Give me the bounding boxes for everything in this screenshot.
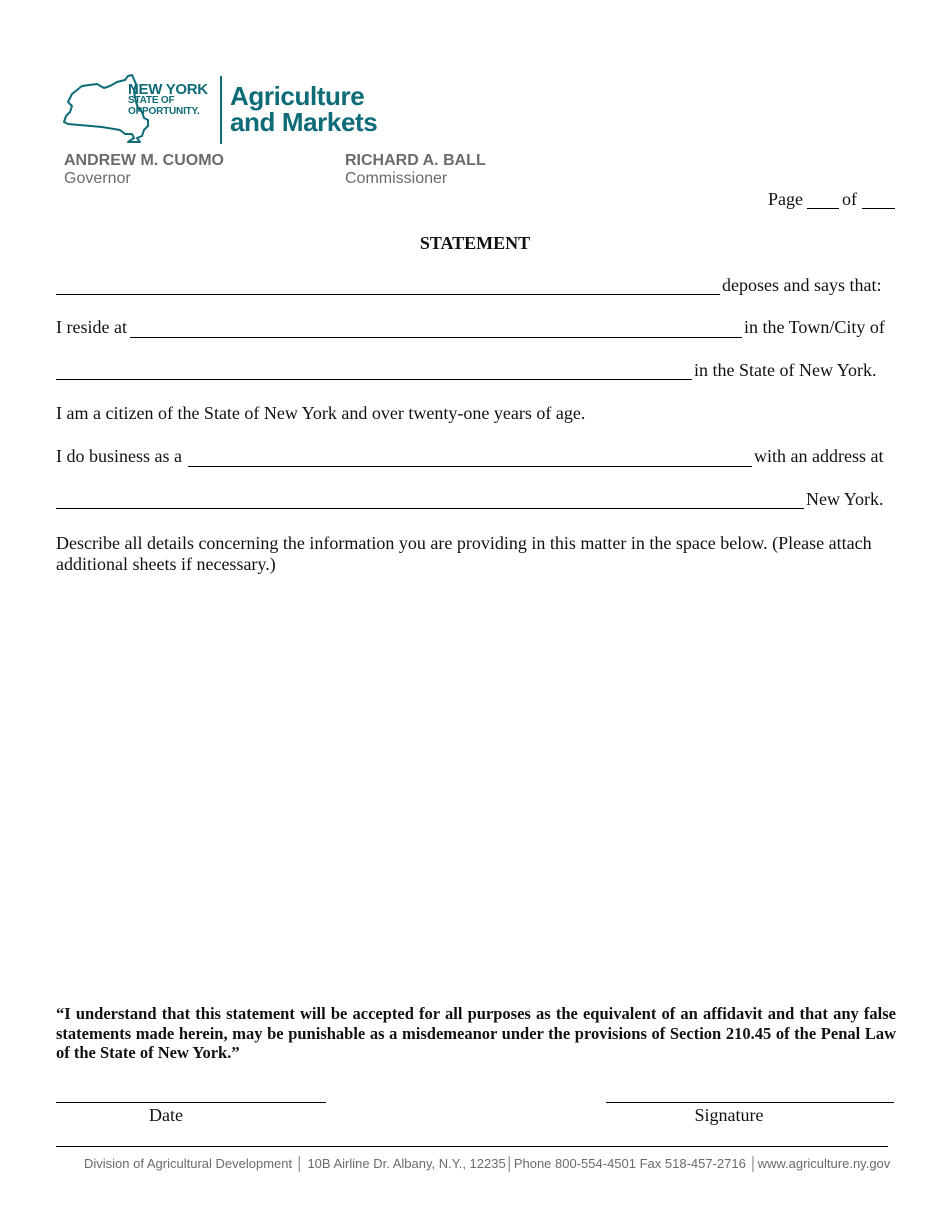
affirmation-text: “I understand that this statement will be accepted for all purposes as the equivalent of an affidavit and that any false statements made herein, may be punishable as a misdemeanor under the provisions of Section 210.45 of the Penal Law of the State of New York.” <box>56 1004 896 1062</box>
logo-line2: STATE OF <box>128 95 175 106</box>
deponent-name-field[interactable] <box>56 294 720 295</box>
statement-details-area[interactable] <box>56 585 896 990</box>
citizen-statement: I am a citizen of the State of New York and over twenty-one years of age. <box>56 403 586 423</box>
footer-divider <box>56 1146 888 1147</box>
business-address-field[interactable] <box>56 508 804 509</box>
business-label: I do business as a <box>56 446 182 466</box>
agency-line2: and Markets <box>230 107 378 137</box>
date-field[interactable] <box>56 1102 326 1103</box>
governor-name: ANDREW M. CUOMO <box>64 152 224 169</box>
reside-label: I reside at <box>56 317 127 337</box>
town-city-field[interactable] <box>56 379 692 380</box>
footer-contact: Division of Agricultural Development │ 10B Airline Dr. Albany, N.Y., 12235│Phone 800-554-4501 Fax 518-457-2716 │www.agriculture.ny.gov <box>84 1156 891 1171</box>
new-york-label: New York. <box>806 489 884 509</box>
date-label: Date <box>149 1105 183 1125</box>
business-name-field[interactable] <box>188 466 752 467</box>
page-total-field[interactable] <box>862 208 895 209</box>
page-number-field[interactable] <box>807 208 839 209</box>
describe-instructions: Describe all details concerning the information you are providing in this matter in the space below. (Please attach additional sheets if necessary.) <box>56 533 872 574</box>
logo-wordmark <box>128 81 208 117</box>
signature-label: Signature <box>694 1105 764 1125</box>
agency-line1: Agriculture <box>230 81 365 111</box>
form-title: STATEMENT <box>419 233 531 253</box>
deposes-label: deposes and says that: <box>722 275 882 295</box>
logo-line1: NEW YORK <box>128 81 208 98</box>
residence-address-field[interactable] <box>130 337 742 338</box>
logo-line3: OPPORTUNITY. <box>128 106 200 117</box>
logo-divider <box>220 76 222 144</box>
commissioner-name: RICHARD A. BALL <box>345 152 486 169</box>
commissioner-title: Commissioner <box>345 170 448 187</box>
page-of-label: of <box>842 189 857 209</box>
agency-name <box>230 83 377 135</box>
governor-title: Governor <box>64 170 131 187</box>
state-label: in the State of New York. <box>694 360 877 380</box>
address-label: with an address at <box>754 446 884 466</box>
signature-field[interactable] <box>606 1102 894 1103</box>
page-label: Page <box>768 189 803 209</box>
town-city-label: in the Town/City of <box>744 317 885 337</box>
